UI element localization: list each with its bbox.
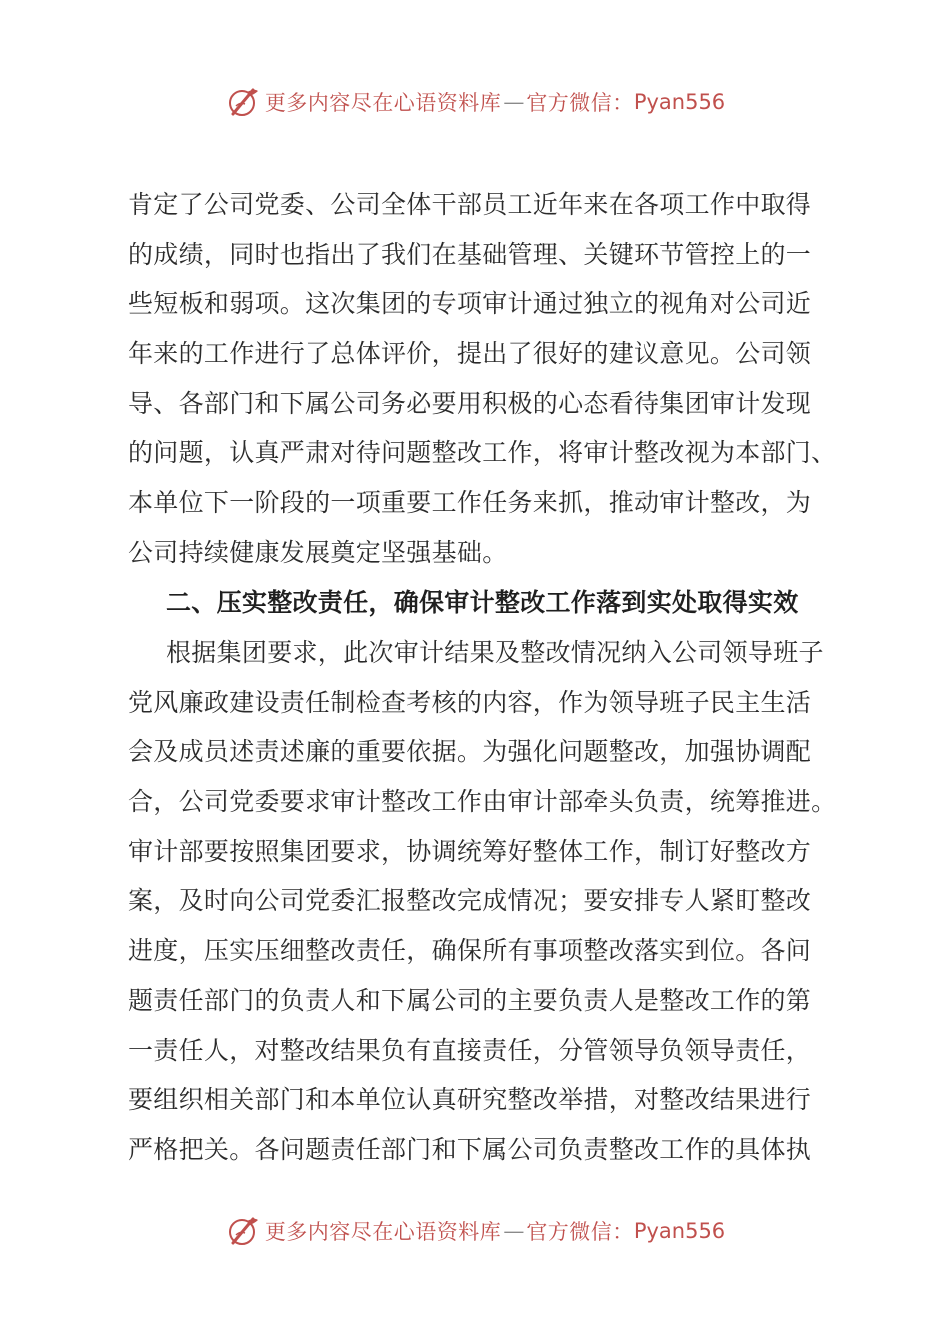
body-line: 本单位下一阶段的一项重要工作任务来抓，推动审计整改，为 [128,488,812,517]
body-line: 会及成员述责述廉的重要依据。为强化问题整改，加强协调配 [128,737,812,766]
body-line: 导、各部门和下属公司务必要用积极的心态看待集团审计发现 [128,389,812,418]
banner-account-id: Pyan556 [633,1219,726,1243]
body-line: 题责任部门的负责人和下属公司的主要负责人是整改工作的第 [128,986,812,1015]
body-line: 的问题，认真严肃对待问题整改工作，将审计整改视为本部门、 [128,438,837,467]
banner-account-label: 官方微信： [526,91,634,115]
section-heading: 二、压实整改责任，确保审计整改工作落到实处取得实效 [166,588,799,617]
body-line: 要组织相关部门和本单位认真研究整改举措，对整改结果进行 [128,1085,812,1114]
body-line: 肯定了公司党委、公司全体干部员工近年来在各项工作中取得 [128,190,812,219]
body-line: 案，及时向公司党委汇报整改完成情况；要安排专人紧盯整改 [128,886,812,915]
body-line: 公司持续健康发展奠定坚强基础。 [128,538,508,567]
body-line: 的成绩，同时也指出了我们在基础管理、关键环节管控上的一 [128,240,812,269]
body-line: 年来的工作进行了总体评价，提出了很好的建议意见。公司领 [128,339,812,368]
quill-pen-seal-icon [225,1213,261,1249]
body-line: 一责任人，对整改结果负有直接责任，分管领导负领导责任， [128,1036,812,1065]
quill-pen-seal-icon [225,84,261,120]
body-line: 些短板和弱项。这次集团的专项审计通过独立的视角对公司近 [128,289,812,318]
body-line: 党风廉政建设责任制检查考核的内容，作为领导班子民主生活 [128,688,812,717]
body-line: 进度，压实压细整改责任，确保所有事项整改落实到位。各问 [128,936,812,965]
body-line: 根据集团要求，此次审计结果及整改情况纳入公司领导班子 [166,638,824,667]
banner-separator: — [503,1219,525,1243]
body-line: 合，公司党委要求审计整改工作由审计部牵头负责，统筹推进。 [128,787,837,816]
banner-account-label: 官方微信： [526,1220,634,1244]
body-line: 审计部要按照集团要求，协调统筹好整体工作，制订好整改方 [128,837,812,866]
banner-slogan: 更多内容尽在心语资料库 [264,91,502,115]
header-watermark-banner [0,82,950,122]
footer-watermark-banner [0,1211,950,1251]
body-line: 严格把关。各问题责任部门和下属公司负责整改工作的具体执 [128,1135,812,1164]
banner-slogan: 更多内容尽在心语资料库 [264,1220,502,1244]
banner-account-id: Pyan556 [633,90,726,114]
banner-separator: — [503,90,525,114]
